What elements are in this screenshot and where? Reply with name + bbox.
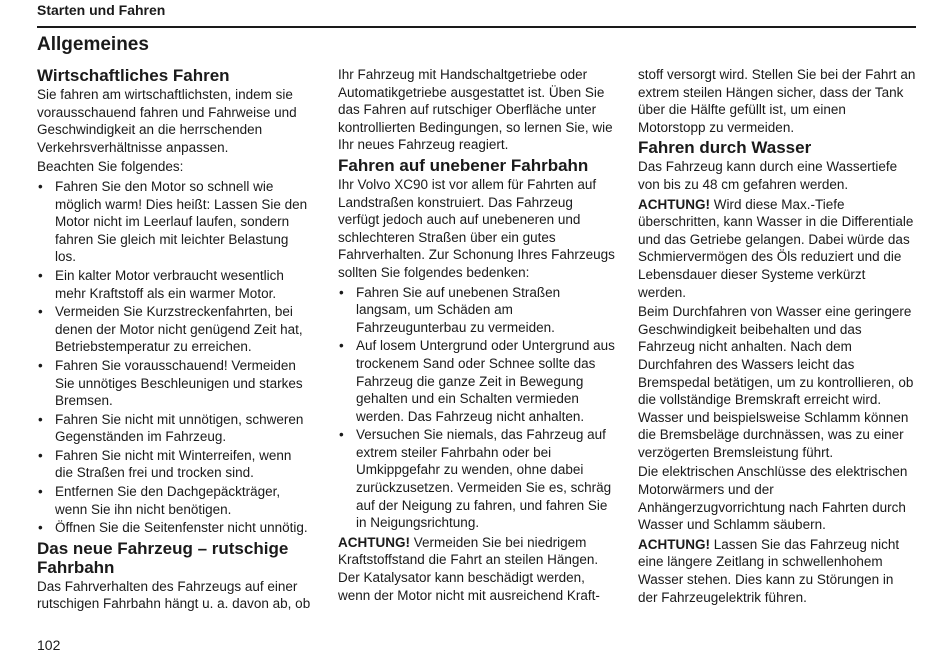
list-item: • Fahren Sie auf unebenen Straßen langsam, um Schäden am Fahrzeugunterbau zu vermeiden. <box>338 284 616 337</box>
list-item: • Entfernen Sie den Dachgepäckträger, wenn Sie ihn nicht benötigen. <box>37 483 313 518</box>
paragraph-lead: Beachten Sie folgendes: <box>37 159 184 175</box>
section-heading-wasser: Fahren durch Wasser <box>638 138 812 158</box>
column-middle <box>338 66 616 606</box>
warning-paragraph <box>338 534 616 604</box>
tips-list <box>37 178 313 537</box>
list-item: • Fahren Sie nicht mit unnötigen, schweren Gegenständen im Fahrzeug. <box>37 411 313 446</box>
list-item: • Fahren Sie den Motor so schnell wie möglich warm! Dies heißt: Lassen Sie den Motor nicht im Leerlauf laufen, sondern fahren Sie gleich mit leichter Belastung los. <box>37 178 313 266</box>
header-divider <box>37 26 916 28</box>
paragraph-uneben-continued: stoff versorgt wird. Stellen Sie bei der Fahrt an extrem steilen Hängen sicher, dass der Tank über die Hälfte gefüllt ist, um einen Motorstopp zu vermeiden. <box>638 67 916 135</box>
list-item: • Öffnen Sie die Seitenfenster nicht unnötig. <box>37 519 313 537</box>
warning-label: ACHTUNG! <box>638 196 710 212</box>
column-left <box>37 66 313 615</box>
section-fahren-durch-wasser <box>638 138 916 606</box>
list-item: • Fahren Sie vorausschauend! Vermeiden Sie unnötiges Beschleunigen und starkes Bremsen. <box>37 357 313 410</box>
column-right <box>638 66 916 608</box>
section-rutschige-fahrbahn <box>37 539 313 613</box>
warning-label: ACHTUNG! <box>338 534 410 550</box>
warning-text: Vermeiden Sie bei niedrigem Kraftstoffstand die Fahrt an steilen Hängen. Der Katalysator kann beschädigt werden, wenn der Motor nicht mit ausreichend Kraft- <box>338 534 600 603</box>
page-number: 102 <box>37 637 61 653</box>
paragraph-wasser-intro: Das Fahrzeug kann durch eine Wassertiefe von bis zu 48 cm gefahren werden. <box>638 159 898 192</box>
warning-text: Wird diese Max.-Tiefe überschritten, kann Wasser in die Differentiale und das Getriebe gelangen. Dabei würde das Schmiervermögen des Öls reduziert und die Lebensdauer dieser Systeme verkürzt werden. <box>638 196 914 300</box>
section-title: Starten und Fahren <box>37 2 166 18</box>
section-heading-wirtschaftlich: Wirtschaftliches Fahren <box>37 66 230 85</box>
list-item: • Auf losem Untergrund oder Untergrund aus trockenem Sand oder Schnee sollte das Fahrzeug die ganze Zeit in Bewegung gehalten und ein Schalten vermieden werden. Das Fahrzeug nicht anhalten. <box>338 337 616 425</box>
paragraph-rutschig: Das Fahrverhalten des Fahrzeugs auf einer rutschigen Fahrbahn hängt u. a. davon ab, ob <box>37 578 311 612</box>
paragraph-intro: Sie fahren am wirtschaftlichsten, indem sie vorausschauend fahren und Fahrweise und Geschwindigkeit an die herrschenden Verkehrsverhältnisse anpassen. <box>37 87 297 155</box>
warning-text: Lassen Sie das Fahrzeug nicht eine längere Zeitlang in schwellenhohem Wasser stehen. Dies kann zu Störungen in der Fahrzeugelektrik führen. <box>638 536 900 605</box>
section-heading-rutschig: Das neue Fahrzeug – rutschige Fahrbahn <box>37 538 289 577</box>
section-wirtschaftliches-fahren <box>37 66 313 537</box>
list-item: • Versuchen Sie niemals, das Fahrzeug auf extrem steiler Fahrbahn oder bei Umkippgefahr zu wenden, ohne dabei zurückzusetzen. Vermeiden Sie es, schräg auf der Neigung zu fahren, und fahren Sie in Neigungsrichtung. <box>338 426 616 532</box>
uneben-list <box>338 284 616 532</box>
paragraph-electrical: Die elektrischen Anschlüsse des elektrischen Motorwärmers und der Anhängerzugvorrichtung nach Fahrten durch Wasser und Schlamm säubern. <box>638 464 908 533</box>
paragraph-brakes: Beim Durchfahren von Wasser eine geringere Geschwindigkeit beibehalten und das Fahrzeug nicht anhalten. Nach dem Durchfahren des Wassers leicht das Bremspedal betätigen, um zu kontrollieren, ob die vollständige Bremskraft erreicht wird. Wasser und beispielsweise Schlamm können die Bremsbeläge durchnässen, was zu einer verzögerten Bremsleistung führt. <box>638 304 914 460</box>
section-heading-uneben: Fahren auf unebener Fahrbahn <box>338 155 589 175</box>
warning-paragraph <box>638 196 916 302</box>
warning-label: ACHTUNG! <box>638 536 710 552</box>
paragraph-uneben-intro: Ihr Volvo XC90 ist vor allem für Fahrten auf Landstraßen konstruiert. Das Fahrzeug verfügt jedoch auch auf unebeneren und schlechteren Straßen über ein gutes Fahrverhalten. Zur Schonung Ihres Fahrzeugs sollten Sie folgendes bedenken: <box>338 176 615 280</box>
list-item: • Vermeiden Sie Kurzstreckenfahrten, bei denen der Motor nicht genügend Zeit hat, Betriebstemperatur zu erreichen. <box>37 303 313 356</box>
list-item: • Ein kalter Motor verbraucht wesentlich mehr Kraftstoff als ein warmer Motor. <box>37 267 313 302</box>
section-unebene-fahrbahn <box>338 156 616 604</box>
paragraph-rutschig-continued: Ihr Fahrzeug mit Handschaltgetriebe oder Automatikgetriebe ausgestattet ist. Üben Sie das Fahren auf rutschiger Oberfläche unter kontrollierten Bedingungen, so lernen Sie, wie Ihr neues Fahrzeug reagiert. <box>338 67 613 153</box>
warning-paragraph <box>638 536 916 606</box>
list-item: • Fahren Sie nicht mit Winterreifen, wenn die Straßen frei und trocken sind. <box>37 447 313 482</box>
page-heading: Allgemeines <box>37 34 149 55</box>
